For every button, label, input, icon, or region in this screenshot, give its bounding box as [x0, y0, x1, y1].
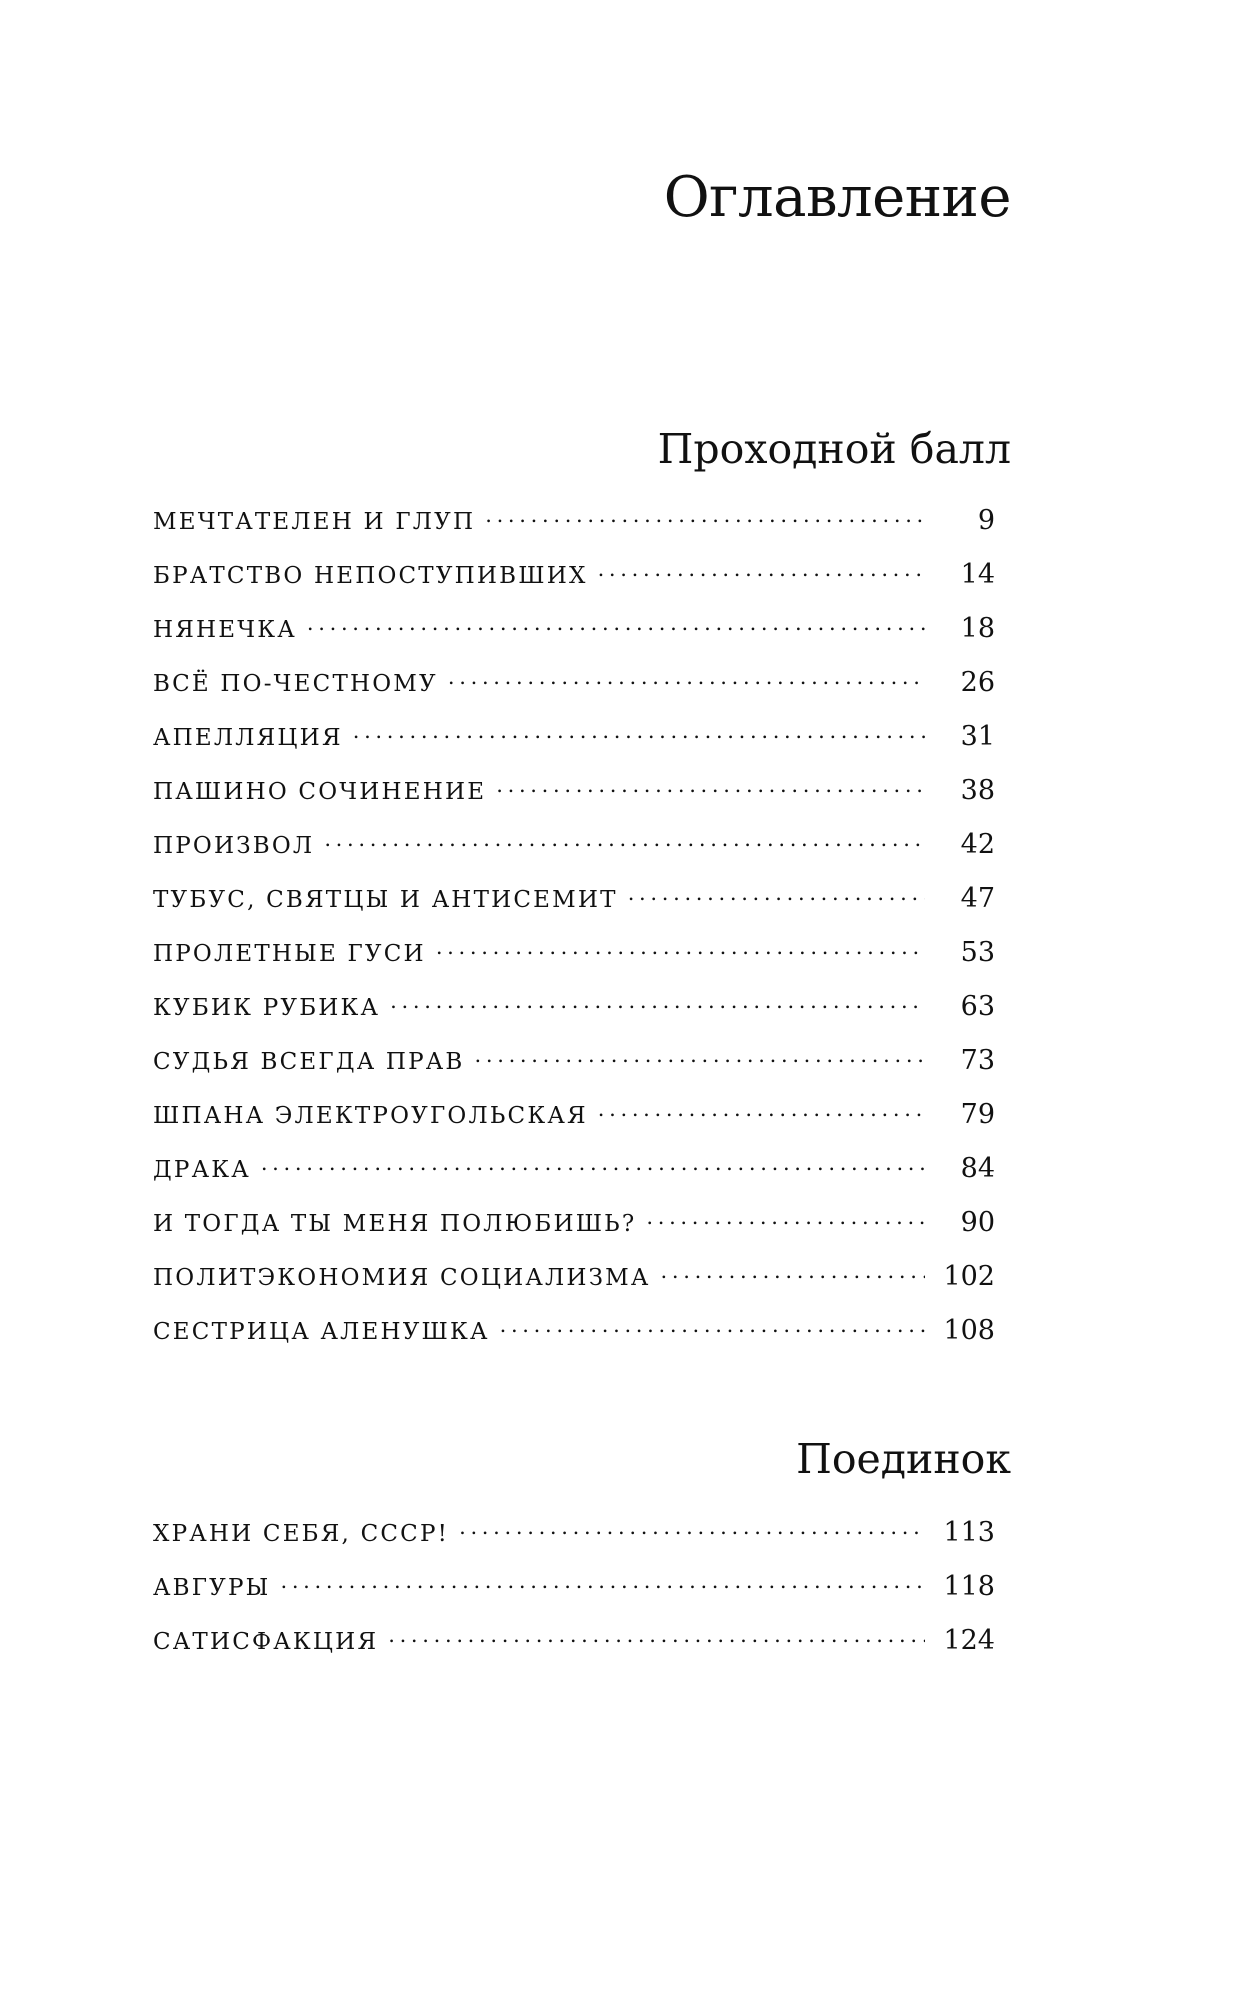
dot-leader: [390, 992, 925, 1015]
page-title: Оглавление: [663, 165, 1011, 230]
toc-entry-page-number: 79: [960, 1099, 995, 1130]
dot-leader: [485, 506, 925, 529]
toc-entry-page-number: 84: [960, 1153, 995, 1184]
toc-entry-page-number: 90: [960, 1207, 995, 1238]
toc-entry: [153, 1207, 1003, 1261]
toc-entry: [153, 1315, 1003, 1369]
toc-entry-title: АВГУРЫ: [153, 1575, 271, 1601]
toc-entry-page-number: 124: [943, 1625, 995, 1656]
toc-entry-title: ХРАНИ СЕБЯ, СССР!: [153, 1521, 450, 1547]
toc-entry-page-number: 31: [960, 721, 995, 752]
dot-leader: [388, 1626, 925, 1649]
toc-entry-page-number: 26: [960, 667, 995, 698]
dot-leader: [598, 560, 925, 583]
toc-entry: [153, 505, 1003, 559]
dot-leader: [261, 1154, 925, 1177]
toc-entry: [153, 1261, 1003, 1315]
dot-leader: [436, 938, 925, 961]
toc-entry-page-number: 14: [960, 559, 995, 590]
toc-list-section-2: [153, 1517, 1003, 1679]
dot-leader: [496, 776, 925, 799]
toc-entry: [153, 1099, 1003, 1153]
toc-entry-page-number: 18: [960, 613, 995, 644]
toc-entry-page-number: 102: [943, 1261, 995, 1292]
toc-entry-title: СУДЬЯ ВСЕГДА ПРАВ: [153, 1049, 465, 1075]
toc-entry-title: КУБИК РУБИКА: [153, 995, 381, 1021]
toc-entry-title: МЕЧТАТЕЛЕН И ГЛУП: [153, 509, 476, 535]
toc-entry-page-number: 118: [943, 1571, 995, 1602]
toc-entry: [153, 883, 1003, 937]
toc-entry: [153, 1153, 1003, 1207]
dot-leader: [448, 668, 925, 691]
dot-leader: [475, 1046, 925, 1069]
toc-entry-title: ПАШИНО СОЧИНЕНИЕ: [153, 779, 487, 805]
section-title-2: Поединок: [796, 1435, 1011, 1483]
toc-entry: [153, 667, 1003, 721]
toc-entry: [153, 991, 1003, 1045]
dot-leader: [661, 1262, 925, 1285]
toc-entry: [153, 613, 1003, 667]
toc-entry-title: ПРОЛЕТНЫЕ ГУСИ: [153, 941, 426, 967]
toc-entry: [153, 829, 1003, 883]
dot-leader: [307, 614, 925, 637]
toc-entry: [153, 1517, 1003, 1571]
dot-leader: [459, 1518, 925, 1541]
toc-entry-page-number: 38: [960, 775, 995, 806]
toc-entry-page-number: 73: [960, 1045, 995, 1076]
toc-entry-title: ШПАНА ЭЛЕКТРОУГОЛЬСКАЯ: [153, 1103, 588, 1129]
toc-entry: [153, 937, 1003, 991]
toc-entry-page-number: 47: [960, 883, 995, 914]
toc-entry-title: ПОЛИТЭКОНОМИЯ СОЦИАЛИЗМА: [153, 1265, 651, 1291]
toc-entry-page-number: 113: [943, 1517, 995, 1548]
toc-entry-title: ВСЁ ПО-ЧЕСТНОМУ: [153, 671, 438, 697]
toc-entry-page-number: 108: [943, 1315, 995, 1346]
dot-leader: [628, 884, 925, 907]
dot-leader: [353, 722, 925, 745]
toc-entry-page-number: 53: [960, 937, 995, 968]
toc-entry-title: И ТОГДА ТЫ МЕНЯ ПОЛЮБИШЬ?: [153, 1211, 637, 1237]
dot-leader: [500, 1316, 925, 1339]
toc-entry-title: ДРАКА: [153, 1157, 251, 1183]
dot-leader: [324, 830, 925, 853]
toc-entry: [153, 1571, 1003, 1625]
toc-entry-title: ПРОИЗВОЛ: [153, 833, 315, 859]
dot-leader: [280, 1572, 925, 1595]
toc-entry: [153, 721, 1003, 775]
toc-entry-title: НЯНЕЧКА: [153, 617, 297, 643]
toc-entry: [153, 1045, 1003, 1099]
toc-entry: [153, 775, 1003, 829]
toc-list-section-1: [153, 505, 1003, 1369]
section-title-1: Проходной балл: [657, 425, 1011, 473]
toc-entry-title: БРАТСТВО НЕПОСТУПИВШИХ: [153, 563, 588, 589]
toc-entry: [153, 1625, 1003, 1679]
toc-entry: [153, 559, 1003, 613]
dot-leader: [598, 1100, 925, 1123]
toc-entry-page-number: 63: [960, 991, 995, 1022]
toc-entry-title: СЕСТРИЦА АЛЕНУШКА: [153, 1319, 490, 1345]
toc-entry-title: АПЕЛЛЯЦИЯ: [153, 725, 343, 751]
toc-entry-page-number: 42: [960, 829, 995, 860]
toc-entry-title: САТИСФАКЦИЯ: [153, 1629, 379, 1655]
toc-entry-page-number: 9: [977, 505, 995, 536]
dot-leader: [646, 1208, 925, 1231]
toc-entry-title: ТУБУС, СВЯТЦЫ И АНТИСЕМИТ: [153, 887, 618, 913]
